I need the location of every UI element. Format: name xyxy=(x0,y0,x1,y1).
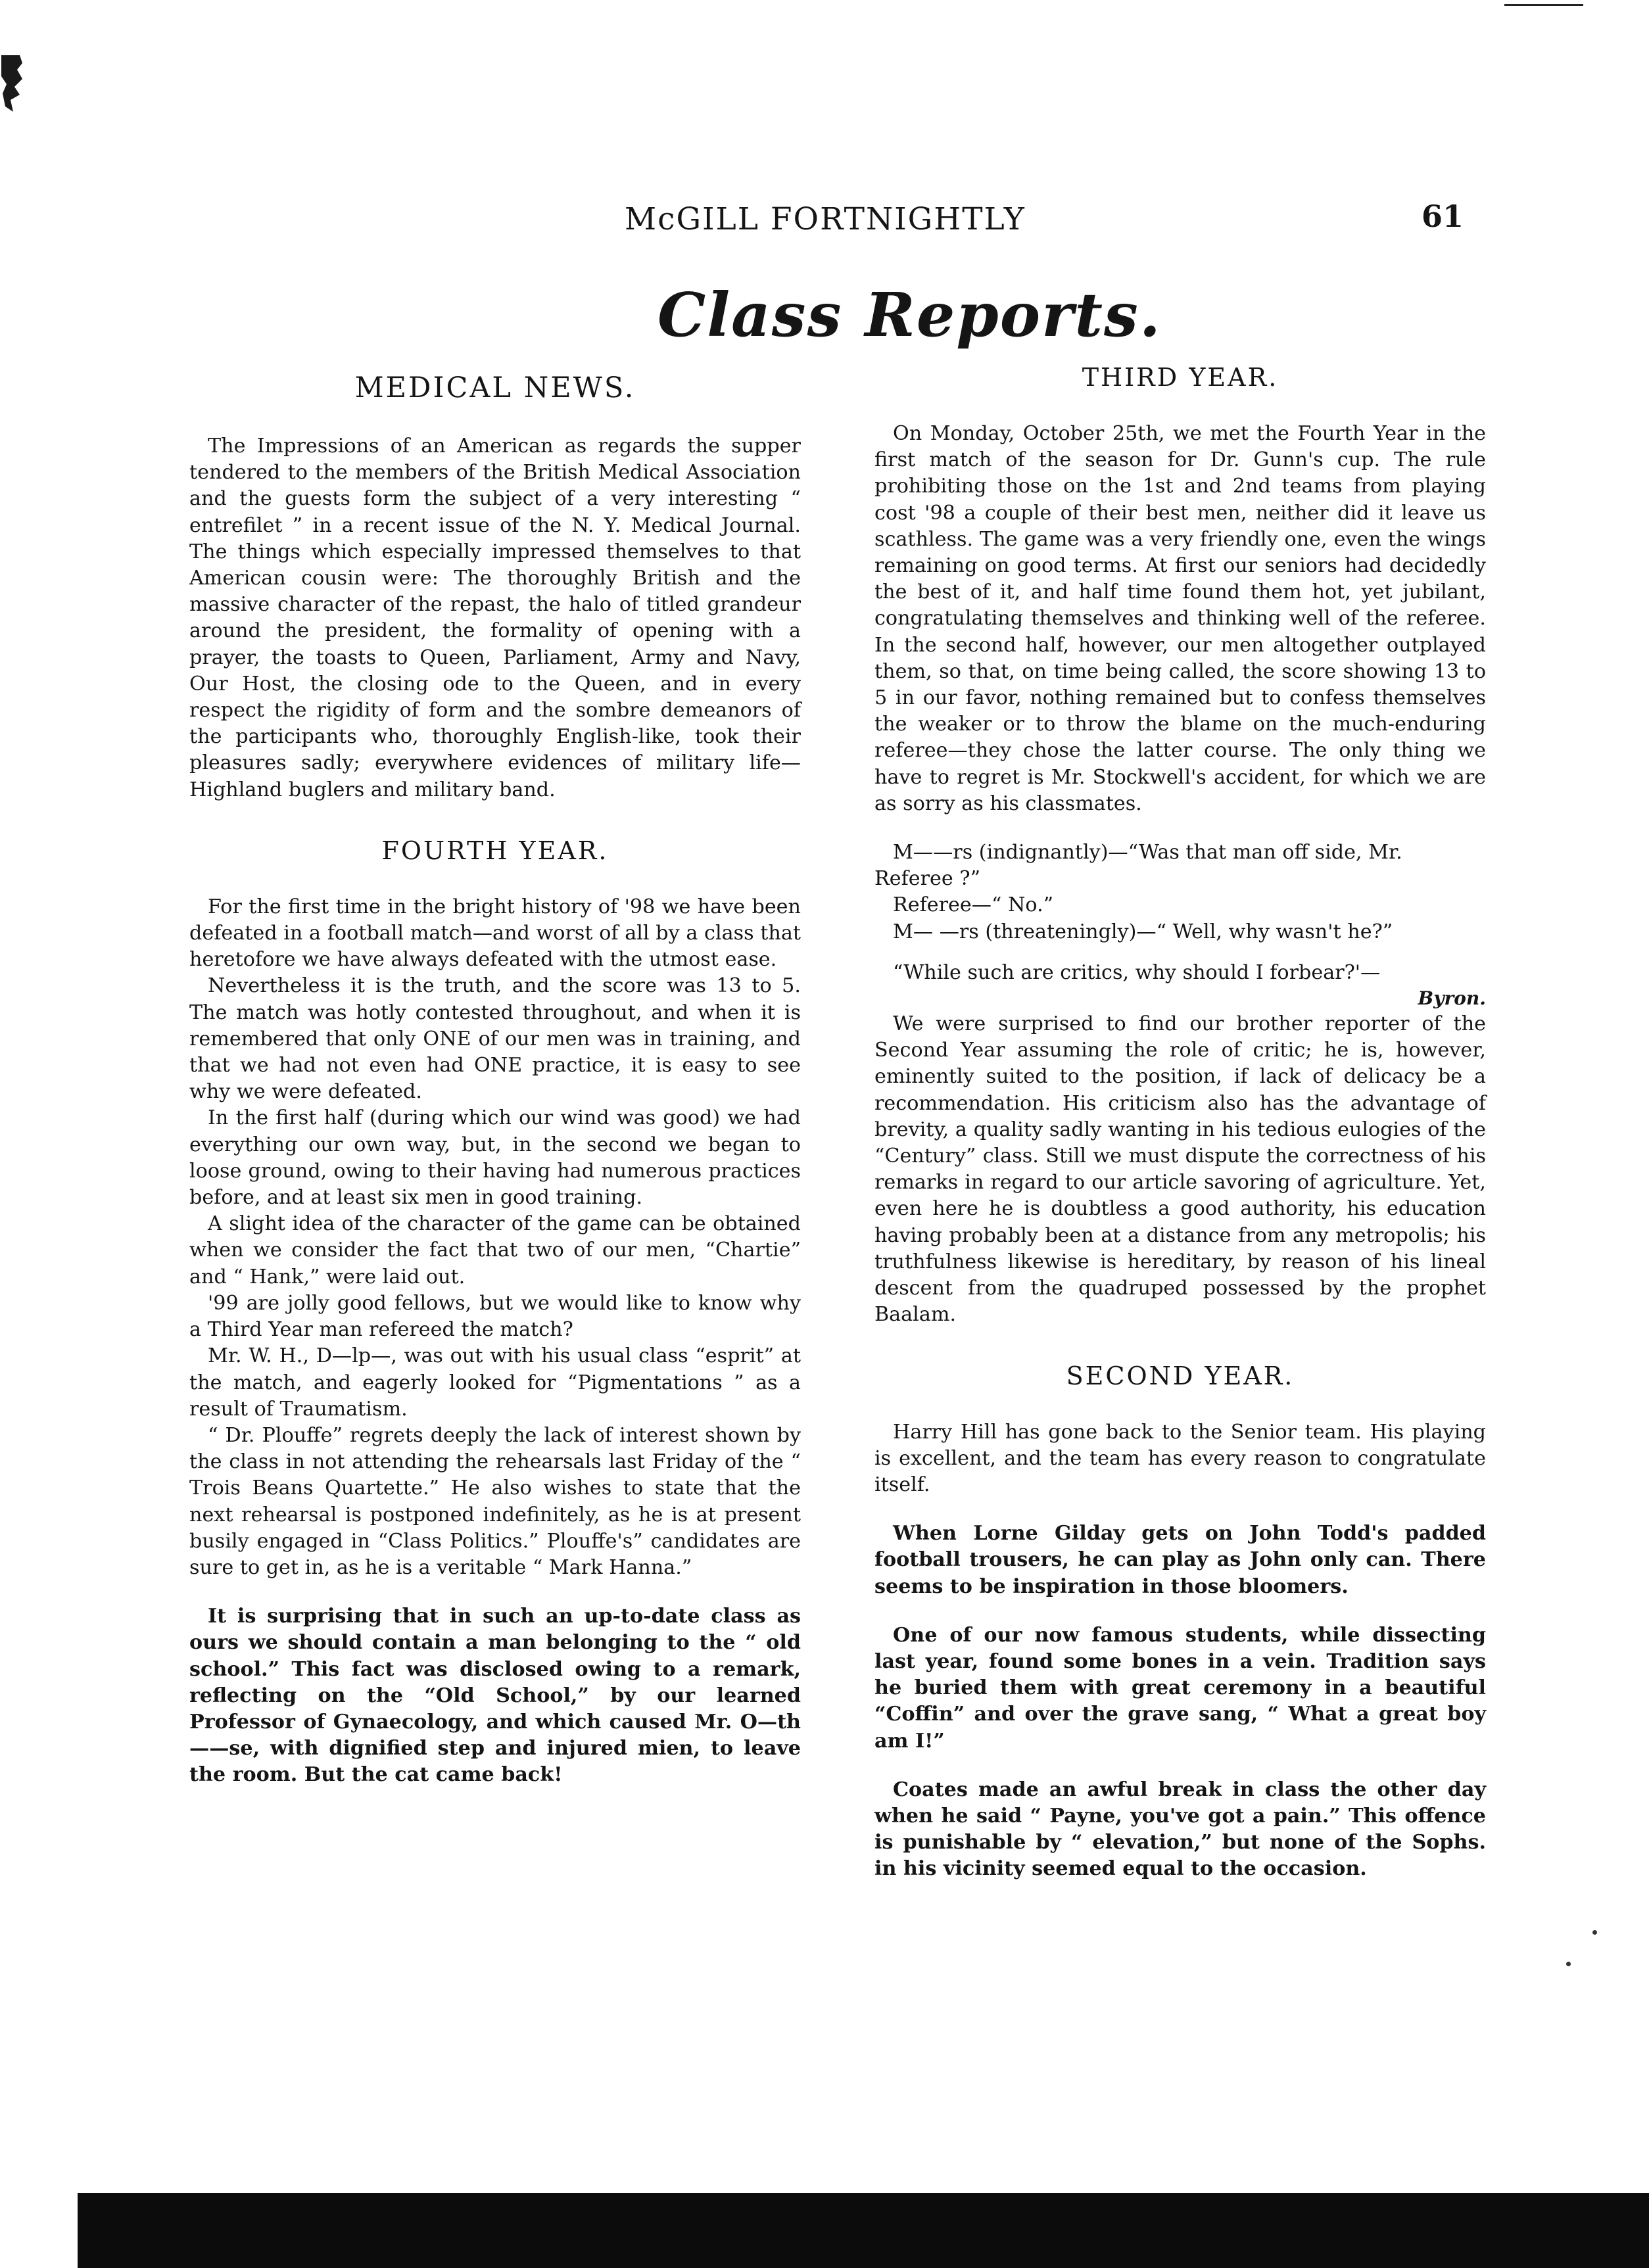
second-year-paragraph: When Lorne Gilday gets on John Todd's padded football trousers, he can play as John only can. There seems to be inspiration in those bloomers. xyxy=(874,1522,1486,1598)
dialog-block xyxy=(874,839,1486,945)
fourth-year-closing-paragraph: It is surprising that in such an up-to-date class as ours we should contain a man belonging to the “ old school.” This fact was disclosed owing to a remark, reflecting on the “Old School,” by our learned Professor of Gynaecology, and which caused Mr. O—th——se, with dignified step and injured mien, to leave the room. But the cat came back! xyxy=(189,1605,801,1787)
stray-mark xyxy=(1592,1930,1597,1935)
dialog-line: Referee—“ No.” xyxy=(893,893,1054,917)
fourth-year-paragraph: For the first time in the bright history of '98 we have been defeated in a football match—and worst of all by a class that heretofore we have always defeated with the utmost ease. xyxy=(189,895,801,972)
scan-corner-mark xyxy=(0,54,30,113)
fourth-year-paragraph: '99 are jolly good fellows, but we would like to know why a Third Year man refereed the match? xyxy=(189,1291,801,1342)
page-title: Class Reports. xyxy=(657,279,1162,350)
stray-mark xyxy=(1566,1962,1571,1966)
fourth-year-paragraph: Nevertheless it is the truth, and the score was 13 to 5. The match was hotly contested throughout, and when it is remembered that only ONE of our men was in training, and that we had not even had ONE practice, it is easy to see why we were defeated. xyxy=(189,974,801,1104)
section-heading-second-year: SECOND YEAR. xyxy=(1066,1361,1295,1390)
second-year-paragraph: Coates made an awful break in class the other day when he said “ Payne, you've got a pain.” This offence is punishable by “ elevation,” but none of the Sophs. in his vicinity seemed equal to the occasion. xyxy=(874,1778,1486,1881)
second-year-paragraph: One of our now famous students, while dissecting last year, found some bones in a vein. Tradition says he buried them with great ceremony in a beautiful “Coffin” and over the grave sang, “ What a great boy am I!” xyxy=(874,1623,1486,1753)
section-heading-third-year: THIRD YEAR. xyxy=(1082,363,1279,392)
left-column xyxy=(189,371,801,1789)
third-year-paragraph: On Monday, October 25th, we met the Fourth Year in the first match of the season for Dr. Gunn's cup. The rule prohibiting those on the 1st and 2nd teams from playing cost '98 a couple of their best men, neither did it leave us scathless. The game was a very friendly one, even the wings remaining on good terms. At first our seniors had decidedly the best of it, and half time found them hot, yet jubilant, congratulating themselves and thinking well of the referee. In the second half, however, our men altogether outplayed them, so that, on time being called, the score showing 13 to 5 in our favor, nothing remained but to confess themselves the weaker or to throw the blame on the much-enduring referee—they chose the latter course. The only thing we have to regret is Mr. Stockwell's accident, for which we are as sorry as his classmates. xyxy=(874,422,1486,815)
page-number: 61 xyxy=(1422,199,1464,234)
medical-news-paragraph: The Impressions of an American as regards the supper tendered to the members of the British Medical Association and the guests form the subject of a very interesting “ entrefilet ” in a recent issue of the N. Y. Medical Journal. The things which especially impressed themselves to that American cousin were: The thoroughly British and the massive character of the repast, the halo of titled grandeur around the president, the formality of opening with a prayer, the toasts to Queen, Parliament, Army and Navy, Our Host, the closing ode to the Queen, and in every respect the rigidity of form and the sombre demeanors of the participants who, thoroughly English-like, took their pleasures sadly; everywhere evidences of military life—Highland buglers and military band. xyxy=(189,435,801,801)
section-heading-medical-news: MEDICAL NEWS. xyxy=(354,371,636,404)
dialog-line: M— —rs (threateningly)—“ Well, why wasn't he?” xyxy=(893,920,1393,943)
scan-bottom-bar xyxy=(78,2193,1649,2268)
quote-author: Byron. xyxy=(1418,987,1486,1010)
right-column xyxy=(874,363,1486,1883)
fourth-year-paragraph: In the first half (during which our wind was good) we had everything our own way, but, in the second we began to loose ground, owing to their having had numerous practices before, and at least six men in good training. xyxy=(189,1106,801,1210)
second-year-paragraph: Harry Hill has gone back to the Senior team. His playing is excellent, and the team has every reason to congratulate itself. xyxy=(874,1420,1486,1496)
fourth-year-paragraph: A slight idea of the character of the game can be obtained when we consider the fact that two of our men, “Chartie” and “ Hank,” were laid out. xyxy=(189,1212,801,1288)
dialog-line: M——rs (indignantly)—“Was that man off side, Mr. Referee ?” xyxy=(874,841,1402,891)
fourth-year-paragraph: Mr. W. H., D—lp—, was out with his usual class “esprit” at the match, and eagerly looked for “Pigmentations ” as a result of Traumatism. xyxy=(189,1344,801,1421)
fourth-year-paragraph: “ Dr. Plouffe” regrets deeply the lack of interest shown by the class in not attending the rehearsals last Friday of the “ Trois Beans Quartette.” He also wishes to state that the next rehearsal is postponed indefinitely, as he is at present busily engaged in “Class Politics.” Plouffe's” candidates are sure to get in, as he is a veritable “ Mark Hanna.” xyxy=(189,1423,801,1579)
critic-paragraph: We were surprised to find our brother reporter of the Second Year assuming the role of critic; he is, however, eminently suited to the position, if lack of delicacy be a recommendation. His criticism also has the advantage of brevity, a quality sadly wanting in his tedious eulogies of the “Century” class. Still we must dispute the correctness of his remarks in regard to our article savoring of agriculture. Yet, even here he is doubtless a good authority, his education having probably been at a distance from any metropolis; his truthfulness likewise is hereditary, by reason of his lineal descent from the quadruped possessed by the prophet Baalam. xyxy=(874,1012,1486,1327)
byron-quote: “While such are critics, why should I forbear?'— xyxy=(893,960,1381,984)
top-edge-rule xyxy=(1504,4,1583,6)
running-head: McGILL FORTNIGHTLY xyxy=(625,201,1026,237)
section-heading-fourth-year: FOURTH YEAR. xyxy=(381,836,609,865)
